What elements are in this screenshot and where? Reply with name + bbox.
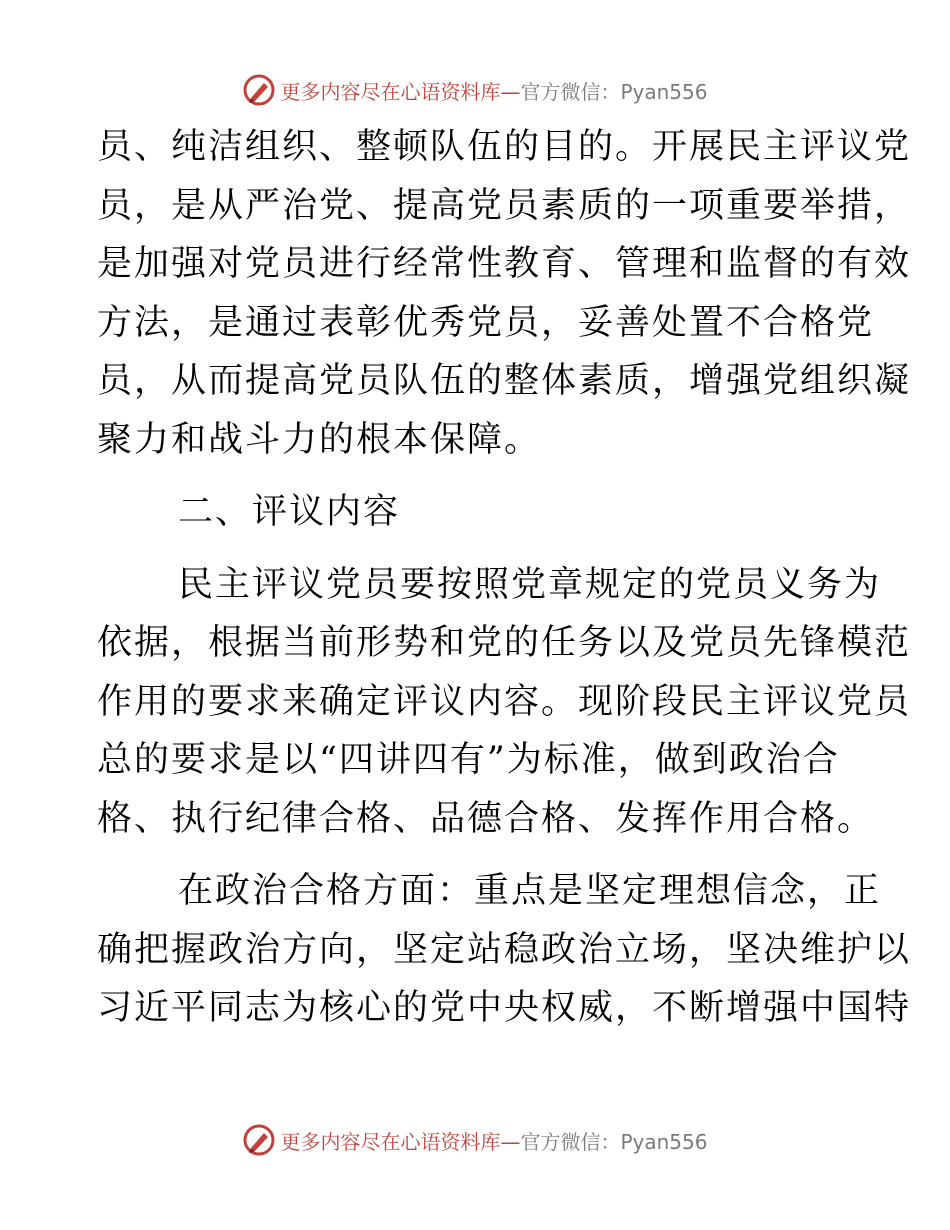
text-line: 聚力和战斗力的根本保障。	[97, 419, 542, 460]
text-line: 方法，是通过表彰优秀党员，妥善处置不合格党	[97, 302, 875, 343]
footer-banner	[0, 1120, 950, 1160]
text-line: 确把握政治方向，坚定站稳政治立场，坚决维护以	[97, 929, 912, 970]
header-banner	[0, 70, 950, 110]
document-body	[97, 118, 912, 1038]
text-line: 是加强对党员进行经常性教育、管理和监督的有效	[97, 244, 912, 284]
footer-banner-text: 更多内容尽在心语资料库—官方微信：Pyan556	[280, 1129, 708, 1154]
text-line: 格、执行纪律合格、品德合格、发挥作用合格。	[97, 798, 875, 839]
header-banner-text: 更多内容尽在心语资料库—官方微信：Pyan556	[280, 79, 708, 104]
text-line: 员，是从严治党、提高党员素质的一项重要举措，	[97, 185, 912, 226]
text-line: 总的要求是以“四讲四有”为标准，做到政治合	[97, 740, 840, 780]
text-line: 作用的要求来确定评议内容。现阶段民主评议党员	[97, 681, 912, 722]
text-line: 民主评议党员要按照党章规定的党员义务为	[178, 564, 882, 605]
text-line: 依据，根据当前形势和党的任务以及党员先锋模范	[97, 623, 912, 663]
text-line: 员，从而提高党员队伍的整体素质，增强党组织凝	[97, 361, 912, 401]
text-line: 在政治合格方面：重点是坚定理想信念，正	[178, 871, 882, 911]
pen-logo-icon	[242, 1123, 276, 1157]
text-line: 习近平同志为核心的党中央权威，不断增强中国特	[97, 988, 912, 1028]
section-heading: 二、评议内容	[178, 492, 401, 532]
text-line: 员、纯洁组织、整顿队伍的目的。开展民主评议党	[97, 127, 912, 167]
pen-logo-icon	[242, 73, 276, 107]
